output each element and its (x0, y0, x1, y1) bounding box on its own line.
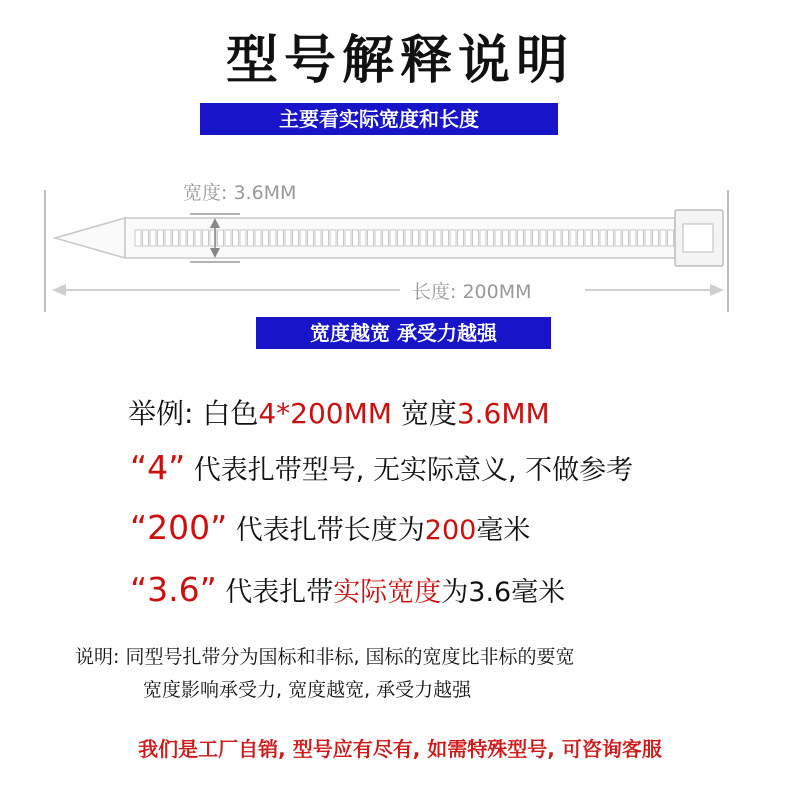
quote-3-6: “3.6” (130, 570, 217, 609)
footer-text: 我们是工厂自销, 型号应有尽有, 如需特殊型号, 可咨询客服 (138, 737, 662, 761)
explain-line-1 (130, 448, 633, 487)
length-label: 长度: 200MM (412, 281, 532, 303)
explain-text-2b: 毫米 (476, 515, 531, 546)
tie-tip (55, 218, 125, 258)
quote-200: “200” (130, 508, 228, 547)
banner-top: 主要看实际宽度和长度 (200, 103, 558, 135)
quote-4: “4” (130, 448, 186, 487)
explain-text-2a: 代表扎带长度为 (227, 515, 425, 546)
explain-text-3-red: 实际宽度 (333, 577, 442, 608)
example-width: 3.6MM (456, 397, 550, 430)
width-label: 宽度: 3.6MM (183, 182, 297, 204)
note-line-1: 说明: 同型号扎带分为国标和非标, 国标的宽度比非标的要宽 (75, 646, 575, 668)
example-spec: 4*200MM (258, 397, 392, 430)
explain-text-2-red: 200 (424, 515, 477, 546)
cable-tie-diagram (0, 160, 800, 320)
example-line (128, 392, 550, 432)
tie-head-slot (683, 224, 713, 252)
explain-line-3 (130, 570, 565, 609)
explain-line-2 (130, 508, 530, 547)
example-prefix: 举例: 白色 (128, 397, 259, 430)
note-line-2: 宽度影响承受力, 宽度越宽, 承受力越强 (143, 679, 472, 701)
explain-text-1: 代表扎带型号, 无实际意义, 不做参考 (185, 455, 634, 486)
example-mid: 宽度 (391, 397, 457, 430)
explain-text-3b: 为3.6毫米 (441, 577, 566, 608)
explain-text-3a: 代表扎带 (216, 577, 334, 608)
banner-bottom: 宽度越宽 承受力越强 (256, 317, 551, 349)
page-title: 型号解释说明 (225, 31, 574, 91)
